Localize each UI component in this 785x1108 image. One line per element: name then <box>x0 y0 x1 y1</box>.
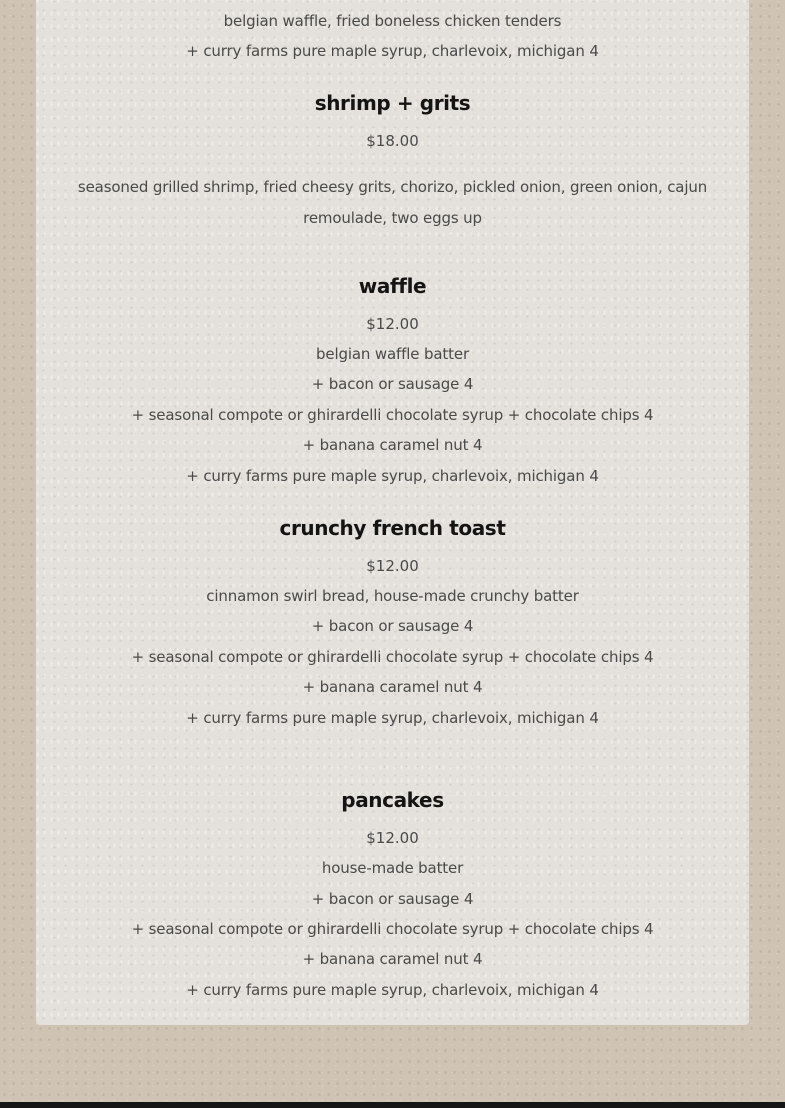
french-toast-addon-banana: + banana caramel nut 4 <box>302 678 483 696</box>
shrimp-grits-description-line1: seasoned grilled shrimp, fried cheesy grits, chorizo, pickled onion, green onion, cajun <box>77 178 708 196</box>
pancakes-addon-banana: + banana caramel nut 4 <box>302 950 483 968</box>
french-toast-description: cinnamon swirl bread, house-made crunchy batter <box>206 587 579 605</box>
chicken-waffle-addon-maple: + curry farms pure maple syrup, charlevoix, michigan 4 <box>186 42 599 60</box>
french-toast-price: $12.00 <box>366 557 419 575</box>
waffle-addon-maple: + curry farms pure maple syrup, charlevoix, michigan 4 <box>186 467 599 485</box>
waffle-title: waffle <box>358 274 427 298</box>
shrimp-grits-description-line2: remoulade, two eggs up <box>303 209 482 227</box>
waffle-addon-compote: + seasonal compote or ghirardelli chocolate syrup + chocolate chips 4 <box>131 406 654 424</box>
pancakes-addon-maple: + curry farms pure maple syrup, charlevoix, michigan 4 <box>186 981 599 999</box>
shrimp-grits-title: shrimp + grits <box>314 91 471 115</box>
french-toast-title: crunchy french toast <box>279 516 506 540</box>
footer-bar <box>0 1102 785 1108</box>
shrimp-grits-price: $18.00 <box>366 132 419 150</box>
pancakes-description: house-made batter <box>321 859 464 877</box>
chicken-waffle-description: belgian waffle, fried boneless chicken tenders <box>223 12 562 30</box>
french-toast-addon-bacon: + bacon or sausage 4 <box>311 617 474 635</box>
waffle-addon-bacon: + bacon or sausage 4 <box>311 375 474 393</box>
pancakes-title: pancakes <box>341 788 444 812</box>
french-toast-addon-compote: + seasonal compote or ghirardelli chocolate syrup + chocolate chips 4 <box>131 648 654 666</box>
waffle-price: $12.00 <box>366 315 419 333</box>
pancakes-addon-compote: + seasonal compote or ghirardelli chocolate syrup + chocolate chips 4 <box>131 920 654 938</box>
waffle-addon-banana: + banana caramel nut 4 <box>302 436 483 454</box>
pancakes-addon-bacon: + bacon or sausage 4 <box>311 890 474 908</box>
pancakes-price: $12.00 <box>366 829 419 847</box>
waffle-description: belgian waffle batter <box>316 345 469 363</box>
french-toast-addon-maple: + curry farms pure maple syrup, charlevoix, michigan 4 <box>186 709 599 727</box>
